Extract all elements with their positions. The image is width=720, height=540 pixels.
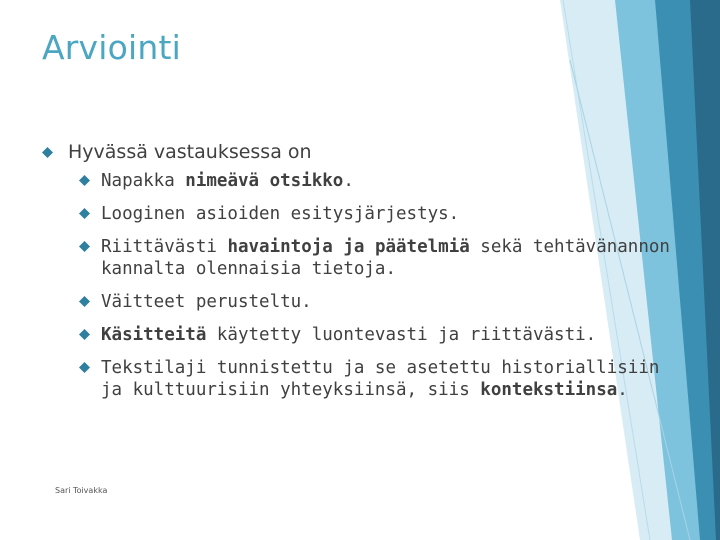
bullet-text: Hyvässä vastauksessa on: [68, 141, 312, 163]
subitem-title: [79, 170, 682, 192]
subitem-text: Väitteet perusteltu.: [101, 292, 312, 312]
subitem-text: Napakka: [101, 171, 186, 191]
subitem-bold: nimeävä otsikko: [185, 171, 344, 191]
subitem-bold: kontekstiinsa: [480, 380, 618, 400]
diamond-bullet-icon: [79, 208, 90, 219]
subitem-text: .: [617, 380, 628, 400]
subitem-concepts: [79, 324, 682, 346]
bullet-level-1: [42, 138, 682, 166]
subitem-bold: havaintoja ja päätelmiä: [227, 237, 470, 257]
subitem-text: käytetty luontevasti ja riittävästi.: [206, 325, 597, 345]
diamond-bullet-icon: [42, 147, 53, 158]
subitem-bold: Käsitteitä: [101, 325, 207, 345]
diamond-bullet-icon: [79, 296, 90, 307]
subitem-text: Tekstilaji tunnistettu ja se asetettu historiallisiin ja kulttuurisiin yhteyksiinsä, siis: [101, 358, 660, 400]
subitem-order: [79, 203, 682, 225]
diamond-bullet-icon: [79, 241, 90, 252]
slide-title: Arviointi: [42, 28, 182, 67]
diamond-bullet-icon: [79, 175, 90, 186]
subitem-claims: [79, 291, 682, 313]
subitem-text: Riittävästi: [101, 237, 228, 257]
subitem-text: sekä tehtävänannon kannalta olennaisia tietoja.: [101, 237, 670, 279]
bullet-list: [42, 138, 682, 412]
footer-author: Sari Toivakka: [55, 486, 108, 495]
subitem-text: Looginen asioiden esitysjärjestys.: [101, 204, 460, 224]
subitem-text: .: [343, 171, 354, 191]
subitem-findings: [79, 236, 682, 280]
diamond-bullet-icon: [79, 329, 90, 340]
diamond-bullet-icon: [79, 362, 90, 373]
subitem-genre: [79, 357, 682, 401]
